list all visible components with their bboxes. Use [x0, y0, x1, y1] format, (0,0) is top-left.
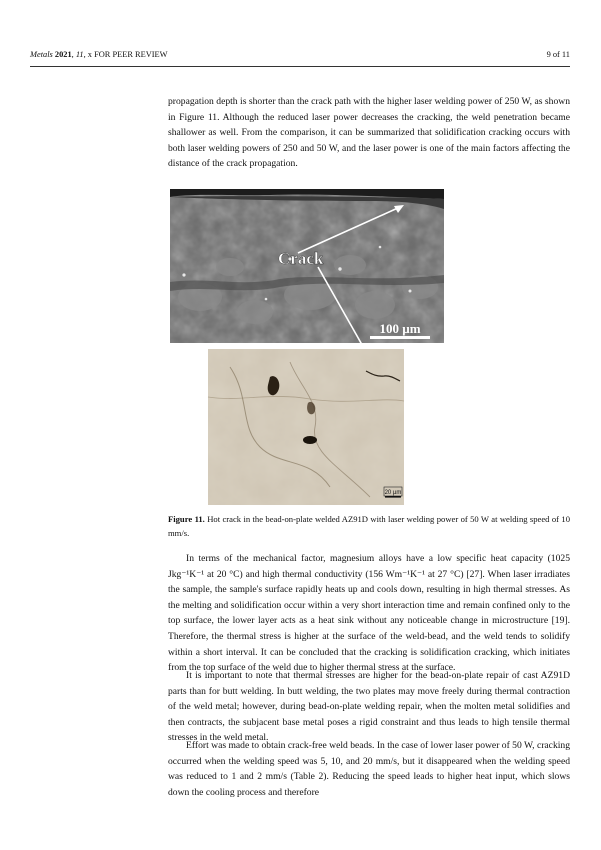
figure-caption-label: Figure 11. — [168, 514, 205, 524]
figure-caption — [168, 513, 570, 540]
paragraph-2: In terms of the mechanical factor, magnesium alloys have a low specific heat capacity (1025 Jkg⁻¹K⁻¹ at 20 °C) and high thermal conductivity (156 Wm⁻¹K⁻¹ at 27 °C) [27]. When laser irradiates the sample, the sample's surface rapidly heats up and cools down, resulting in high thermal stresses. As the melting and solidification occur within a very short interaction time and remain confined only to the top surface, the lower layer acts as a heat sink without any noticeable change in microstructure [19]. Therefore, the thermal stress is higher at the surface of the weld-bead, and the weld tends to solidify within a short interval. It can be concluded that the cracking is solidification cracking, which initiates from the top surface of the weld due to higher thermal stress at the surface. — [168, 553, 570, 674]
optical-micrograph — [208, 349, 404, 505]
header-divider — [30, 66, 570, 67]
figure-caption-text: Hot crack in the bead-on-plate welded AZ91D with laser welding power of 50 W at welding speed of 10 mm/s. — [168, 514, 570, 538]
paragraph-3: It is important to note that thermal stresses are higher for the bead-on-plate repair of cast AZ91D parts than for butt welding. In butt welding, the two plates may move freely during thermal contraction of the weld metal; however, during bead-on-plate welding repair, when the molten metal solidifies and then contracts, the subjacent base metal poses a rigid constraint and thus leads to high tensile thermal stresses in the weld metal. — [168, 670, 570, 744]
journal-name: Metals — [30, 50, 53, 59]
scale-bar-top — [370, 336, 430, 339]
header-suffix: , x FOR PEER REVIEW — [83, 50, 168, 59]
running-header — [30, 50, 570, 64]
scale-bar-bottom-label: 20 µm — [384, 490, 402, 496]
journal-year: 2021 — [54, 50, 72, 59]
figure-11 — [170, 187, 444, 507]
page-number: 9 of 11 — [546, 50, 570, 59]
micrograph-figure — [170, 187, 444, 507]
scale-bar-bottom — [385, 496, 401, 498]
inclusion-2 — [303, 436, 317, 444]
header-citation: Metals 2021, 11, x FOR PEER REVIEW — [30, 50, 168, 59]
paragraph-4: Effort was made to obtain crack-free weld beads. In the case of lower laser power of 50 W, cracking occurred when the welding speed was 5, 10, and 20 mm/s, but it disappeared when the welding speed was reduced to 1 and 2 mm/s (Table 2). Reducing the speed leads to higher heat input, which slows down the cooling process and therefore — [168, 740, 570, 798]
crack-label: Crack — [278, 249, 324, 268]
scale-bar-top-label: 100 µm — [379, 321, 421, 336]
journal-volume: 11 — [75, 50, 84, 59]
sem-micrograph — [170, 189, 444, 373]
paragraph-1: propagation depth is shorter than the crack path with the higher laser welding power of 250 W, as shown in Figure 11. Although the reduced laser power decreases the cracking, the weld penetration became shallower as well. From the comparison, it can be summarized that solidification cracking occurs with both laser welding powers of 250 and 50 W, and the laser power is one of the main factors affecting the distance of the crack propagation. — [168, 96, 570, 170]
